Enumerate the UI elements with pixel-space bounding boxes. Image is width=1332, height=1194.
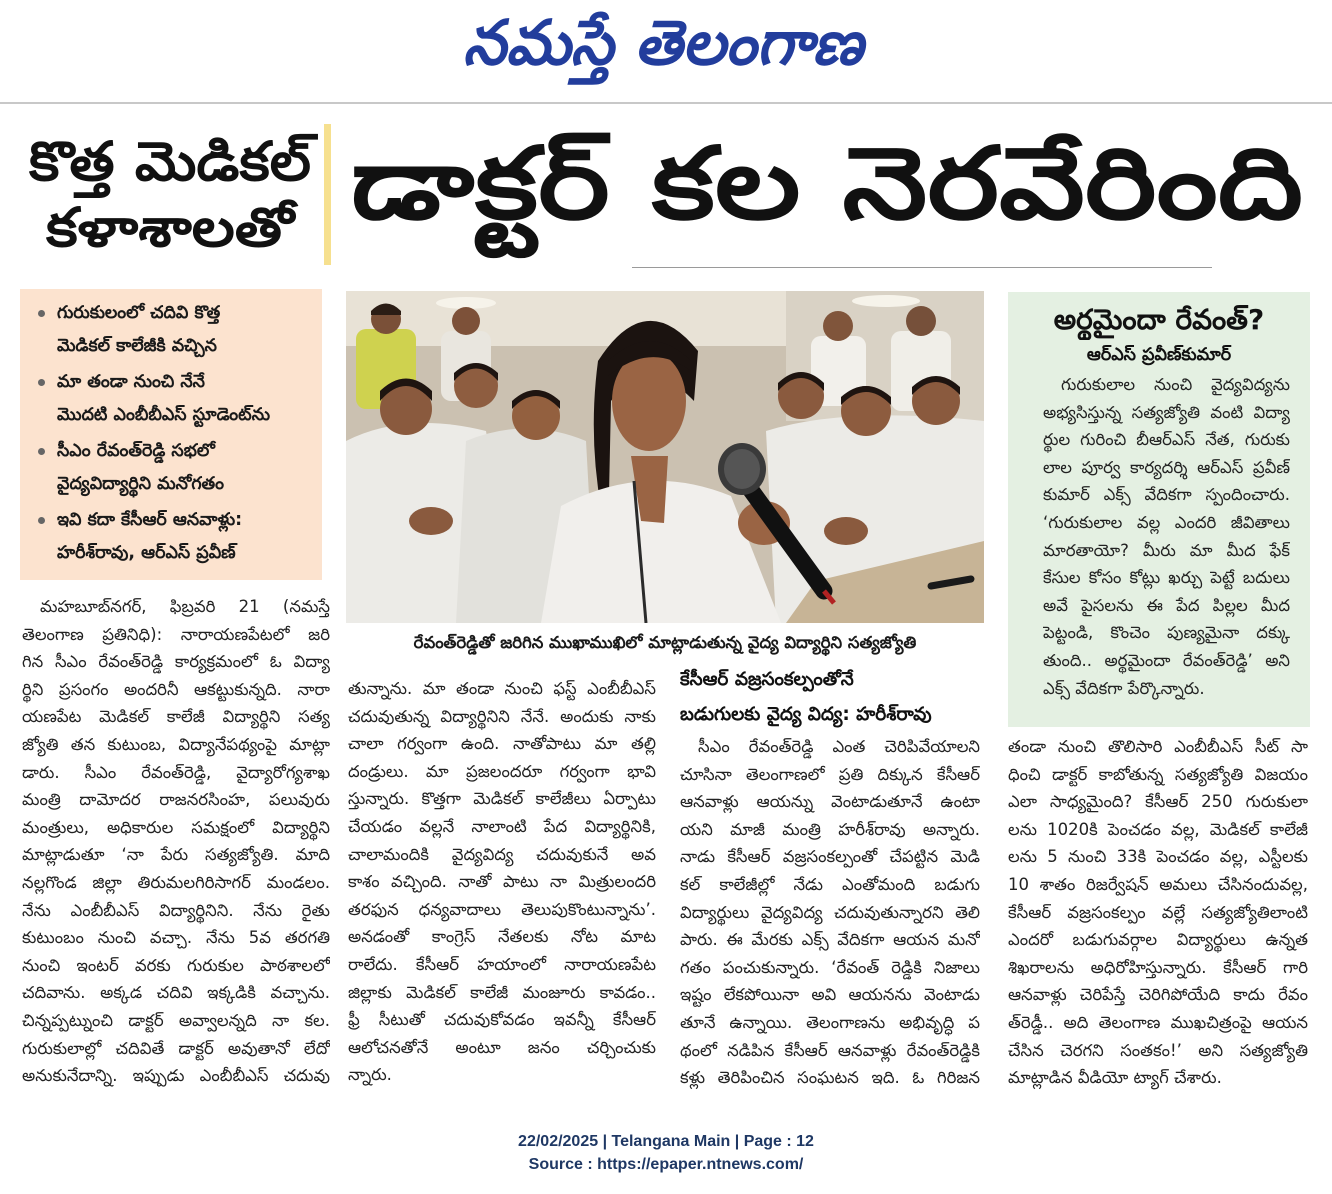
article-text-line: గతం పంచుకున్నారు. ‘రేవంత్ రెడ్డికి నిజాలు xyxy=(680,957,980,977)
article-text-line: చేయడం వల్లనే నాలాంటి పేద విద్యార్థినికి, xyxy=(348,816,656,836)
article-column-3 xyxy=(680,733,980,1092)
headline xyxy=(345,118,1315,260)
article-text-line: మహబూబ్‌నగర్, ఫిబ్రవరి 21 (నమస్తే xyxy=(40,597,330,616)
article-text-line: నల్లగొండ జిల్లా తిరుమలగిరిసాగర్ మండలం. xyxy=(22,872,330,892)
highlight-line: సీఎం రేవంత్‌రెడ్డి సభలో xyxy=(57,441,215,461)
article-text-line: కళ్లు తెరిపించిన సంఘటన ఇది. ఓ గిరిజన xyxy=(680,1068,980,1088)
article-text-line: చదివాను. అక్కడ చదివి ఇక్కడికి వచ్చాను. xyxy=(22,983,330,1003)
article-text-line: డారు. సీఎం రేవంత్‌రెడ్డి, వైద్యారోగ్యశాఖ xyxy=(22,762,330,782)
sidebar-text-line: పెట్టండి, కొంచెం పుణ్యమైనా దక్కు xyxy=(1043,623,1290,643)
article-text-line: విద్యార్థులు వైద్యవిద్య చదువుతున్నారని తెలి xyxy=(680,902,980,922)
masthead-logo xyxy=(455,0,875,95)
article-text-line: గురుకులాల్లో చదివితే డాక్టర్ అవుతానో లేదో xyxy=(22,1038,330,1058)
highlights-box xyxy=(20,289,322,580)
article-text-line: కాశం వచ్చింది. నాతో పాటు నా మిత్రులందరి xyxy=(348,872,656,892)
sidebar-text-line: ర్థుల గురించి బీఆర్‌ఎస్ నేత, గురుకు xyxy=(1043,430,1290,450)
sidebar-title: అర్థమైందా రేవంత్? xyxy=(1053,303,1265,336)
masthead-title: నమస్తే తెలంగాణ xyxy=(463,6,870,79)
article-text-line: తున్నాను. మా తండా నుంచి ఫస్ట్ ఎంబీబీఎస్ xyxy=(348,679,656,698)
kicker xyxy=(18,118,323,268)
article-text-line: ఎందరో బడుగువర్గాల విద్యార్థులు ఉన్నత xyxy=(1008,930,1308,950)
article-column-2 xyxy=(348,675,656,1089)
article-text-line: ఆనవాళ్లు ఆయన్ను వెంటాడుతూనే ఉంటా xyxy=(680,792,980,812)
footer xyxy=(0,1130,1332,1176)
article-text-line: చదువుతున్న విద్యార్థినిని నేనే. అందుకు నాకు xyxy=(348,706,656,726)
subheading-line: బడుగులకు వైద్య విద్య: హరీశ్‌రావు xyxy=(680,704,932,725)
article-column-4 xyxy=(1008,733,1308,1092)
article-text-line: ఎలా సాధ్యమైంది? కేసీఆర్ 250 గురుకులా xyxy=(1008,792,1308,812)
sidebar-text-line: అవే పైసలను ఈ పేద పిల్లల మీద xyxy=(1043,595,1290,615)
bullet-dot-icon xyxy=(38,379,45,386)
bullet-dot-icon xyxy=(38,310,45,317)
article-column-1 xyxy=(22,593,330,1090)
highlight-line: ఇవి కదా కేసీఆర్ ఆనవాళ్లు: xyxy=(57,510,243,530)
article-text-line: లను 5 నుంచి 33కి పెంచడం వల్ల, ఎస్టీలకు xyxy=(1008,847,1308,867)
article-text-line: పారు. ఈ మేరకు ఎక్స్ వేదికగా ఆయన మనో xyxy=(680,930,980,950)
article-text-line: కుటుంబం నుంచి వచ్చా. నేను 5వ తరగతి xyxy=(22,928,330,948)
column-3-subheading xyxy=(680,662,980,732)
article-text-line: చాలా గర్వంగా ఉంది. నాతోపాటు మా తల్లి xyxy=(348,734,656,754)
article-text-line: నుంచి ఇంటర్ వరకు గురుకుల పాఠశాలలో xyxy=(22,955,330,975)
highlight-item xyxy=(57,435,310,501)
sidebar-text-line: తుంది.. అర్థమైందా రేవంత్‌రెడ్డి’ అని xyxy=(1043,650,1290,670)
highlight-item xyxy=(57,366,310,432)
article-text-line: చాలామందికి వైద్యవిద్య చదువుకునే అవ xyxy=(348,844,656,864)
article-text-line: ఫ్రీ సీటుతో చదువుకోవడం ఇవన్నీ కేసీఆర్ xyxy=(348,1010,656,1030)
headline-text: డాక్టర్ కల నెరవేరింది xyxy=(351,125,1140,242)
sidebar-box xyxy=(1008,292,1310,727)
sidebar-text-line: లాల పూర్వ కార్యదర్శి ఆర్‌ఎస్ ప్రవీణ్ xyxy=(1043,457,1290,477)
subheading-line: కేసీఆర్ వజ్రసంకల్పంతోనే xyxy=(680,669,854,690)
article-text-line: సీఎం రేవంత్‌రెడ్డి ఎంత చెరిపివేయాలని xyxy=(698,737,980,756)
sidebar-text-line: ‘గురుకులాల వల్ల ఎందరి జీవితాలు xyxy=(1043,512,1290,532)
article-text-line: జ్యోతి తన కుటుంబ, విద్యానేపథ్యంపై మాట్లా xyxy=(22,734,330,754)
article-text-line: ర్థిని ప్రసంగం అందరినీ ఆకట్టుకున్నది. నారా xyxy=(22,679,330,699)
article-text-line: మంత్రి దామోదర రాజనరసింహ, పలువురు xyxy=(22,790,330,810)
article-text-line: న్నారు. xyxy=(348,1065,392,1085)
article-text-line: కల్ కాలేజీల్లో నేడు ఎంతోమంది బడుగు xyxy=(680,874,980,894)
highlight-line: మెడికల్ కాలేజీకి వచ్చిన xyxy=(57,336,217,356)
article-text-line: స్తున్నారు. కొత్తగా మెడికల్ కాలేజీలు ఏర్పాటు xyxy=(348,789,656,809)
article-text-line: ఆలోచనతోనే అంటూ జనం చర్చించుకు xyxy=(348,1037,656,1057)
sidebar-text-line: కుమార్ ఎక్స్ వేదికగా స్పందించారు. xyxy=(1043,485,1290,505)
article-text-line: మాట్లాడుతూ ‘నా పేరు సత్యజ్యోతి. మాది xyxy=(22,845,330,865)
article-text-line: త్‌రెడ్డీ.. అది తెలంగాణ ముఖచిత్రంపై ఆయన xyxy=(1008,1012,1308,1032)
sidebar-body xyxy=(1043,371,1290,702)
article-text-line: చిన్నప్పట్నుంచి డాక్టర్ అవ్వాలన్నది నా కల. xyxy=(22,1010,330,1030)
article-text-line: జిల్లాకు మెడికల్ కాలేజీ మంజూరు కావడం.. xyxy=(348,982,656,1002)
highlight-item xyxy=(57,504,310,570)
highlight-line: హరీశ్‌రావు, ఆర్‌ఎస్ ప్రవీణ్ xyxy=(57,543,236,563)
kicker-accent-bar xyxy=(324,124,331,265)
article-text-line: ఆనవాళ్లు చెరిపేస్తే చెరిగిపోయేది కాదు రేవం xyxy=(1008,985,1308,1005)
sidebar-text-line: అభ్యసిస్తున్న సత్యజ్యోతి వంటి విద్యా xyxy=(1043,402,1290,422)
article-text-line: లను 1020కి పెంచడం వల్ల, మెడికల్ కాలేజీ xyxy=(1008,819,1308,839)
highlight-line: మా తండా నుంచి నేనే xyxy=(57,372,205,392)
article-text-line: గిన సీఎం రేవంత్‌రెడ్డి కార్యక్రమంలో ఓ విద్యా xyxy=(22,652,330,672)
news-photo xyxy=(346,291,984,623)
highlight-line: వైద్యవిద్యార్థిని మనోగతం xyxy=(57,474,225,494)
article-text-line: 10 శాతం రిజర్వేషన్ అమలు చేసినందువల్ల, xyxy=(1008,874,1308,894)
article-text-line: చేసిన చెరగని సంతకం!’ అని సత్యజ్యోతి xyxy=(1008,1040,1308,1060)
bullet-dot-icon xyxy=(38,448,45,455)
sidebar-text-line: కేసుల కోసం కోట్లు ఖర్చు పెట్టే బదులు xyxy=(1043,568,1290,588)
highlight-line: గురుకులంలో చదివి కొత్త xyxy=(57,303,221,323)
article-text-line: అనుకునేదాన్ని. ఇప్పుడు ఎంబీబీఎస్ చదువు xyxy=(22,1066,330,1086)
edition-info: 22/02/2025 | Telangana Main | Page : 12 xyxy=(518,1133,814,1150)
article-text-line: అనడంతో కాంగ్రెస్ నేతలకు నోట మాట xyxy=(348,927,656,947)
article-text-line: నేను ఎంబీబీఎస్ విద్యార్థినిని. నేను రైతు xyxy=(22,900,330,920)
article-text-line: తెలంగాణ ప్రతినిధి): నారాయణపేటలో జరి xyxy=(22,624,330,644)
article-text-line: రాలేదు. కేసీఆర్ హయాంలో నారాయణపేట xyxy=(348,954,656,974)
article-text-line: మంత్రులు, అధికారుల సమక్షంలో విద్యార్థిని xyxy=(22,817,330,837)
article-text-line: శిఖరాలను అధిరోహిస్తున్నారు. కేసీఆర్ గారి xyxy=(1008,957,1308,977)
highlight-line: మొదటి ఎంబీబీఎస్ స్టూడెంట్‌ను xyxy=(57,405,271,425)
article-text-line: చూసినా తెలంగాణలో ప్రతి దిక్కున కేసీఆర్ xyxy=(680,764,980,784)
article-text-line: ఇష్టం లేకపోయినా అవి ఆయనను వెంటాడు xyxy=(680,985,980,1005)
article-text-line: తూనే ఉన్నాయి. తెలంగాణను అభివృద్ధి ప xyxy=(680,1012,980,1032)
article-text-line: మాట్లాడిన వీడియో ట్యాగ్ చేశారు. xyxy=(1008,1068,1222,1088)
kicker-line: కొత్త మెడికల్ xyxy=(29,130,291,193)
headline-underline xyxy=(632,267,1212,268)
highlight-item xyxy=(57,297,310,363)
article-text-line: తండా నుంచి తొలిసారి ఎంబీబీఎస్ సీట్ సా xyxy=(1008,737,1308,756)
article-text-line: థంలో నడిపిన కేసీఆర్ ఆనవాళ్లు రేవంత్‌రెడ్డికి xyxy=(680,1040,980,1060)
article-text-line: కేసీఆర్ వజ్రసంకల్పం వల్లే సత్యజ్యోతిలాంటి xyxy=(1008,902,1308,922)
photo-caption: రేవంత్‌రెడ్డితో జరిగిన ముఖాముఖిలో మాట్లాడుతున్న వైద్య విద్యార్థిని సత్యజ్యోతి xyxy=(413,633,917,652)
article-text-line: ధించి డాక్టర్ కాబోతున్న సత్యజ్యోతి విజయం xyxy=(1008,764,1308,784)
masthead-divider xyxy=(0,102,1332,104)
sidebar-text-line: గురుకులాల నుంచి వైద్యవిద్యను xyxy=(1061,375,1290,394)
article-text-line: యని మాజీ మంత్రి హరీశ్‌రావు అన్నారు. xyxy=(680,819,980,839)
bullet-dot-icon xyxy=(38,517,45,524)
article-text-line: నాడు కేసీఆర్ వజ్రసంకల్పంతో చేపట్టిన మెడి xyxy=(680,847,980,867)
article-text-line: తరఫున ధన్యవాదాలు తెలుపుకొంటున్నాను’. xyxy=(348,899,656,919)
sidebar-text-line: ఎక్స్ వేదికగా పేర్కొన్నారు. xyxy=(1043,678,1205,698)
sidebar-byline: ఆర్‌ఎస్ ప్రవీణ్‌కుమార్ xyxy=(1086,345,1232,365)
source-link[interactable]: Source : https://epaper.ntnews.com/ xyxy=(528,1156,804,1173)
sidebar-text-line: మారతాయో? మీరు మా మీద ఫేక్ xyxy=(1043,540,1290,560)
kicker-line: కళాశాలతో xyxy=(44,196,299,259)
article-text-line: దండ్రులు. మా ప్రజలందరూ గర్వంగా భావి xyxy=(348,761,656,781)
article-text-line: యణపేట మెడికల్ కాలేజీ విద్యార్థిని సత్య xyxy=(22,707,330,727)
